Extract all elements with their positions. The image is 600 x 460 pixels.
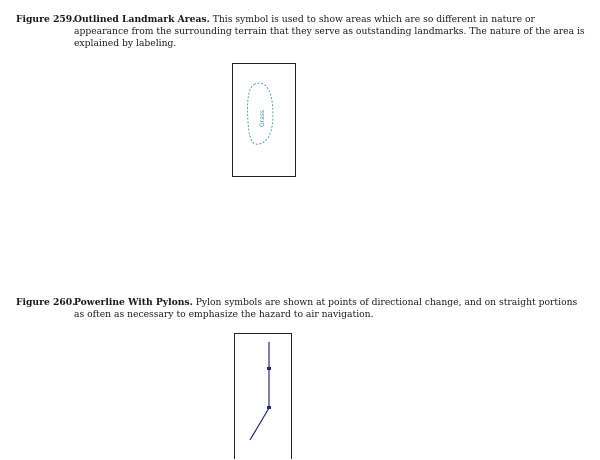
figure-text: Pylon symbols are shown at points of directional change, and on straight portions as often as necessary to emphasize the hazard to air navigation. [74,297,578,320]
figure-title: Powerline With Pylons. [74,297,193,308]
figure-260-caption [16,297,588,321]
figure-259-caption [16,14,588,50]
figure-description [74,14,588,50]
figure-title: Outlined Landmark Areas. [74,14,210,25]
landmark-symbol-frame [232,63,296,177]
powerline-segment [250,408,269,440]
powerline-symbol [235,334,293,460]
figure-number: Figure 260. [16,297,76,308]
powerline-symbol-frame [234,333,292,459]
area-label-text: Grass [259,109,267,128]
figure-number: Figure 259. [16,14,76,25]
figure-description [74,297,588,321]
figure-text: This symbol is used to show areas which are so different in nature or appearance from the surrounding terrain that they serve as outstanding landmarks. The nature of the area is explained by labeling. [74,14,585,49]
pylon-icon [267,406,271,409]
pylon-icon [267,367,271,370]
